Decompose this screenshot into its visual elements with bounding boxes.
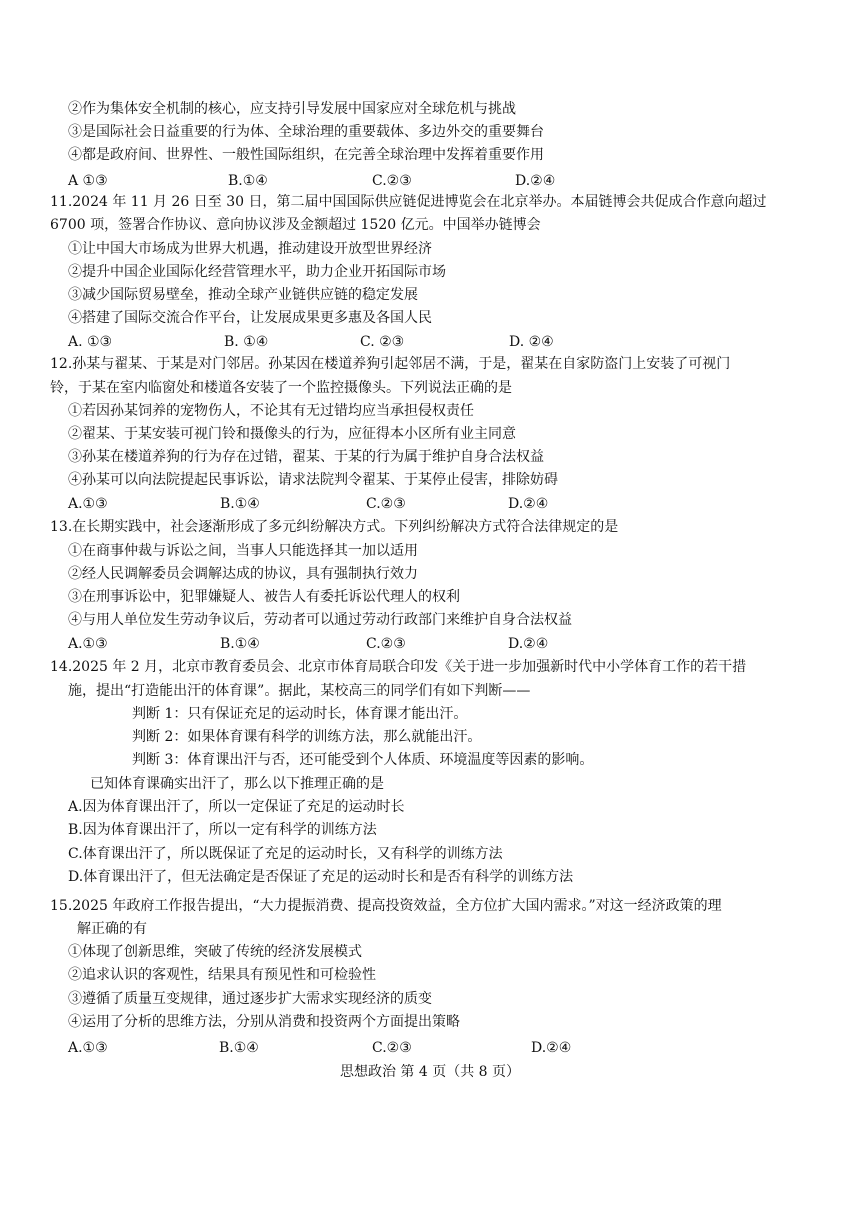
q12-stem-line-2: 铃，于某在室内临窗处和楼道各安装了一个监控摄像头。下列说法正确的是	[50, 380, 512, 396]
q11-stem-line-1: 11.2024 年 11 月 26 日至 30 日，第二届中国国际供应链促进博览会在北京举办。本届链博会共促成合作意向超过	[50, 194, 767, 210]
q14-judgment-1: 判断 1：只有保证充足的运动时长，体育课才能出汗。	[132, 706, 468, 722]
q13-stem-line-1: 13.在长期实践中，社会逐渐形成了多元纠纷解决方式。下列纠纷解决方式符合法律规定的是	[50, 519, 619, 535]
q15-item-1: ①体现了创新思维，突破了传统的经济发展模式	[68, 944, 362, 960]
q10-option-b[interactable]: B.①④	[228, 173, 268, 189]
q14-stem-line-2: 施，提出“打造能出汗的体育课”。据此，某校高三的同学们有如下判断——	[68, 683, 531, 699]
q14-option-c[interactable]: C.体育课出汗了，所以既保证了充足的运动时长，又有科学的训练方法	[68, 846, 503, 862]
q12-item-2: ②翟某、于某安装可视门铃和摄像头的行为，应征得本小区所有业主同意	[68, 426, 516, 442]
q15-option-b[interactable]: B.①④	[219, 1040, 259, 1056]
q14-option-b[interactable]: B.因为体育课出汗了，所以一定有科学的训练方法	[68, 822, 377, 838]
q10-item-2: ②作为集体安全机制的核心，应支持引导发展中国家应对全球危机与挑战	[68, 101, 516, 117]
q15-item-4: ④运用了分析的思维方法，分别从消费和投资两个方面提出策略	[68, 1014, 460, 1030]
q11-option-b[interactable]: B. ①④	[224, 334, 269, 350]
q12-item-4: ④孙某可以向法院提起民事诉讼，请求法院判令翟某、于某停止侵害，排除妨碍	[68, 472, 558, 488]
q12-item-1: ①若因孙某饲养的宠物伤人，不论其有无过错均应当承担侵权责任	[68, 403, 474, 419]
q12-item-3: ③孙某在楼道养狗的行为存在过错，翟某、于某的行为属于维护自身合法权益	[68, 449, 544, 465]
q13-option-a[interactable]: A.①③	[68, 636, 108, 652]
q12-options	[68, 494, 768, 514]
q13-option-c[interactable]: C.②③	[366, 636, 406, 652]
q10-options	[68, 171, 768, 191]
q15-option-d[interactable]: D.②④	[531, 1040, 572, 1056]
q11-item-1: ①让中国大市场成为世界大机遇，推动建设开放型世界经济	[68, 241, 432, 257]
q12-stem-line-1: 12.孙某与翟某、于某是对门邻居。孙某因在楼道养狗引起邻居不满，于是，翟某在自家防盗门上安装了可视门	[50, 356, 731, 372]
q14-option-a[interactable]: A.因为体育课出汗了，所以一定保证了充足的运动时长	[68, 799, 405, 815]
q11-option-a[interactable]: A. ①③	[68, 334, 113, 350]
q13-options	[68, 634, 768, 654]
q11-item-4: ④搭建了国际交流合作平台，让发展成果更多惠及各国人民	[68, 310, 432, 326]
q14-premise: 已知体育课确实出汗了，那么以下推理正确的是	[90, 776, 384, 792]
q13-item-2: ②经人民调解委员会调解达成的协议，具有强制执行效力	[68, 566, 418, 582]
q12-option-d[interactable]: D.②④	[508, 496, 549, 512]
q15-item-3: ③遵循了质量互变规律，通过逐步扩大需求实现经济的质变	[68, 991, 432, 1007]
q10-option-c[interactable]: C.②③	[372, 173, 412, 189]
q14-option-d[interactable]: D.体育课出汗了，但无法确定是否保证了充足的运动时长和是否有科学的训练方法	[68, 869, 574, 885]
q10-item-4: ④都是政府间、世界性、一般性国际组织，在完善全球治理中发挥着重要作用	[68, 147, 544, 163]
q11-stem-line-2: 6700 项，签署合作协议、意向协议涉及金额超过 1520 亿元。中国举办链博会	[50, 217, 541, 233]
q12-option-c[interactable]: C.②③	[366, 496, 406, 512]
q15-options	[68, 1038, 768, 1058]
q14-judgment-3: 判断 3：体育课出汗与否，还可能受到个人体质、环境温度等因素的影响。	[132, 752, 594, 768]
q11-option-c[interactable]: C. ②③	[360, 334, 405, 350]
q11-item-2: ②提升中国企业国际化经营管理水平，助力企业开拓国际市场	[68, 264, 446, 280]
q13-item-3: ③在刑事诉讼中，犯罪嫌疑人、被告人有委托诉讼代理人的权利	[68, 589, 460, 605]
q15-option-c[interactable]: C.②③	[372, 1040, 412, 1056]
q15-stem-line-2: 解正确的有	[77, 921, 147, 937]
q13-option-b[interactable]: B.①④	[220, 636, 260, 652]
q13-item-1: ①在商事仲裁与诉讼之间，当事人只能选择其一加以适用	[68, 543, 418, 559]
q12-option-b[interactable]: B.①④	[220, 496, 260, 512]
q12-option-a[interactable]: A.①③	[68, 496, 108, 512]
q14-judgment-2: 判断 2：如果体育课有科学的训练方法，那么就能出汗。	[132, 729, 482, 745]
q13-item-4: ④与用人单位发生劳动争议后，劳动者可以通过劳动行政部门来维护自身合法权益	[68, 612, 572, 628]
q15-item-2: ②追求认识的客观性，结果具有预见性和可检验性	[68, 967, 376, 983]
q10-item-3: ③是国际社会日益重要的行为体、全球治理的重要载体、多边外交的重要舞台	[68, 124, 544, 140]
q13-option-d[interactable]: D.②④	[508, 636, 549, 652]
q11-options	[68, 332, 768, 352]
q10-option-a[interactable]: A ①③	[68, 173, 108, 189]
q15-stem-line-1: 15.2025 年政府工作报告提出，“大力提振消费、提高投资效益，全方位扩大国内需求。”对这一经济政策的理	[50, 898, 722, 914]
page-footer: 思想政治 第 4 页（共 8 页）	[339, 1064, 521, 1080]
q11-item-3: ③减少国际贸易壁垒，推动全球产业链供应链的稳定发展	[68, 287, 418, 303]
q14-stem-line-1: 14.2025 年 2 月，北京市教育委员会、北京市体育局联合印发《关于进一步加强新时代中小学体育工作的若干措	[50, 659, 747, 675]
q15-option-a[interactable]: A.①③	[68, 1040, 108, 1056]
q11-option-d[interactable]: D. ②④	[509, 334, 554, 350]
q10-option-d[interactable]: D.②④	[515, 173, 556, 189]
